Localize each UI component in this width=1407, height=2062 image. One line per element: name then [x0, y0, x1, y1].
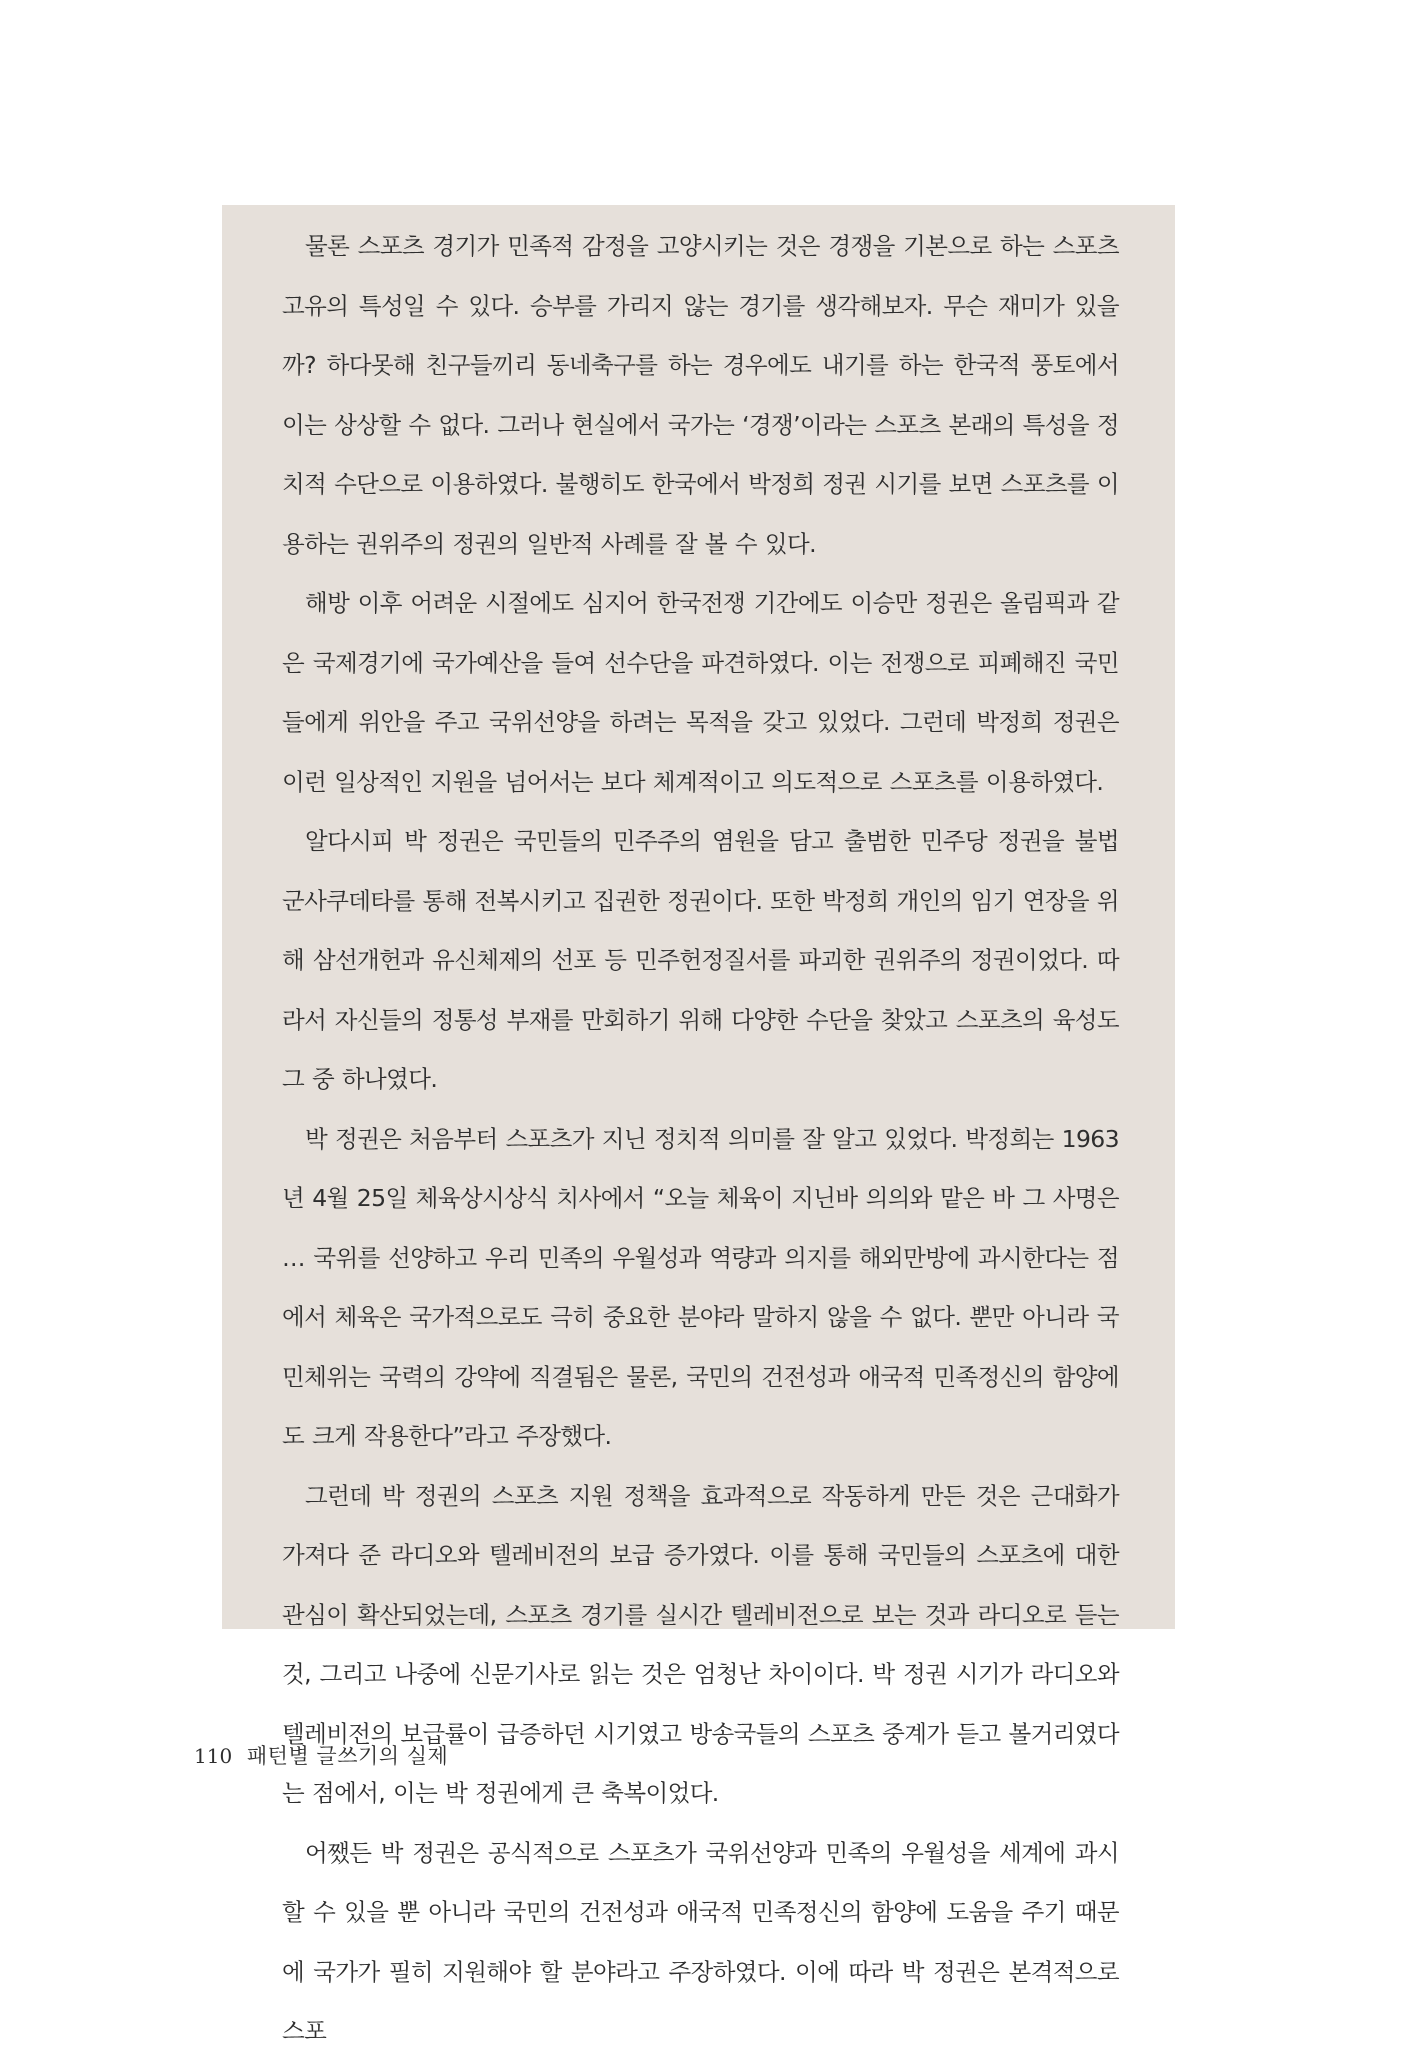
- book-title: 패턴별 글쓰기의 실제: [246, 1744, 449, 1768]
- paragraph-3: 알다시피 박 정권은 국민들의 민주주의 염원을 담고 출범한 민주당 정권을 불법 군사쿠데타를 통해 전복시키고 집권한 정권이다. 또한 박정희 개인의 임기 연장을 위해 삼선개헌과 유신체제의 선포 등 민주헌정질서를 파괴한 권위주의 정권이었다. 따라서 자신들의 정통성 부재를 만회하기 위해 다양한 수단을 찾았고 스포츠의 육성도 그 중 하나였다.: [282, 827, 1120, 1093]
- paragraph-2: 해방 이후 어려운 시절에도 심지어 한국전쟁 기간에도 이승만 정권은 올림픽과 같은 국제경기에 국가예산을 들여 선수단을 파견하였다. 이는 전쟁으로 피폐해진 국민들에게 위안을 주고 국위선양을 하려는 목적을 갖고 있었다. 그런데 박정희 정권은 이런 일상적인 지원을 넘어서는 보다 체계적이고 의도적으로 스포츠를 이용하였다.: [282, 589, 1119, 796]
- paragraph-1: 물론 스포츠 경기가 민족적 감정을 고양시키는 것은 경쟁을 기본으로 하는 스포츠 고유의 특성일 수 있다. 승부를 가리지 않는 경기를 생각해보자. 무슨 재미가 있을까? 하다못해 친구들끼리 동네축구를 하는 경우에도 내기를 하는 한국적 풍토에서 이는 상상할 수 없다. 그러나 현실에서 국가는 ‘경쟁’이라는 스포츠 본래의 특성을 정치적 수단으로 이용하였다. 불행히도 한국에서 박정희 정권 시기를 보면 스포츠를 이용하는 권위주의 정권의 일반적 사례를 잘 볼 수 있다.: [282, 232, 1120, 558]
- paragraph-4: 박 정권은 처음부터 스포츠가 지닌 정치적 의미를 잘 알고 있었다. 박정희는 1963년 4월 25일 체육상시상식 치사에서 “오늘 체육이 지닌바 의의와 맡은 바 그 사명은 … 국위를 선양하고 우리 민족의 우월성과 역량과 의지를 해외만방에 과시한다는 점에서 체육은 국가적으로도 극히 중요한 분야라 말하지 않을 수 없다. 뿐만 아니라 국민체위는 국력의 강약에 직결됨은 물론, 국민의 건전성과 애국적 민족정신의 함양에도 크게 작용한다”라고 주장했다.: [282, 1124, 1119, 1450]
- page-number: 110: [194, 1744, 233, 1768]
- paragraph-6: 어쨌든 박 정권은 공식적으로 스포츠가 국위선양과 민족의 우월성을 세계에 과시할 수 있을 뿐 아니라 국민의 건전성과 애국적 민족정신의 함양에 도움을 주기 때문에 국가가 필히 지원해야 할 분야라고 주장하였다. 이에 따라 박 정권은 본격적으로 스포: [282, 1838, 1119, 2045]
- paragraph-5: 그런데 박 정권의 스포츠 지원 정책을 효과적으로 작동하게 만든 것은 근대화가 가져다 준 라디오와 텔레비전의 보급 증가였다. 이를 통해 국민들의 스포츠에 대한 관심이 확산되었는데, 스포츠 경기를 실시간 텔레비전으로 보는 것과 라디오로 듣는 것, 그리고 나중에 신문기사로 읽는 것은 엄청난 차이이다. 박 정권 시기가 라디오와 텔레비전의 보급률이 급증하던 시기였고 방송국들의 스포츠 중계가 듣고 볼거리였다는 점에서, 이는 박 정권에게 큰 축복이었다.: [282, 1481, 1119, 1807]
- page-footer: [194, 1742, 448, 1770]
